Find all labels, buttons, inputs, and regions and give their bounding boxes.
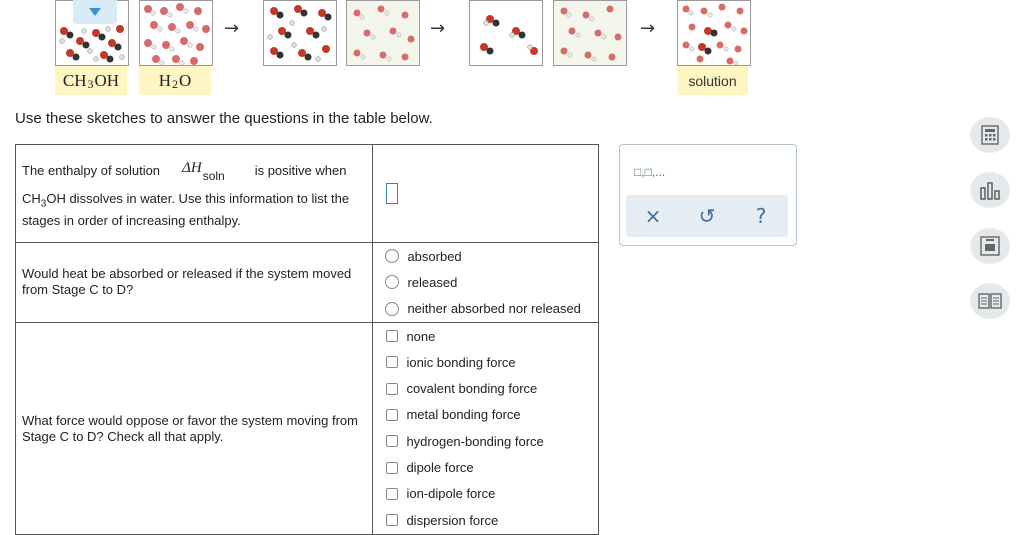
reference-book-button[interactable] [970, 283, 1010, 319]
radio-button[interactable] [385, 302, 399, 316]
checkbox-option-ion-dipole[interactable] [373, 481, 598, 507]
methanol-formula-main: CH [62, 70, 87, 90]
book-icon [978, 292, 1002, 310]
table-row [16, 145, 599, 243]
checkbox-option-dipole[interactable] [373, 454, 598, 480]
checkbox[interactable] [386, 409, 398, 421]
checkbox-option-dispersion[interactable] [373, 507, 598, 533]
sketch-stage-water [139, 0, 213, 66]
periodic-element-icon [980, 236, 1000, 256]
radio-button[interactable] [385, 249, 399, 263]
checkbox[interactable] [386, 514, 398, 526]
water-formula-sub: 2 [172, 77, 178, 91]
option-label: absorbed [407, 248, 462, 264]
water-molecules-image [140, 1, 212, 65]
undo-icon[interactable]: ↺ [698, 204, 716, 228]
calculator-icon [981, 125, 999, 145]
order-answer-input[interactable] [386, 183, 398, 204]
bar-chart-icon [979, 180, 1001, 200]
option-label: ionic bonding force [406, 354, 516, 370]
question-1-text [16, 145, 372, 235]
checkbox[interactable] [386, 330, 398, 342]
arrow-icon: → [430, 18, 446, 39]
checkbox-option-none[interactable] [373, 323, 598, 349]
q1-part3-pre: CH [22, 191, 41, 206]
answer-1-cell [373, 145, 599, 243]
radio-option-absorbed[interactable] [373, 243, 598, 269]
sketch-stage-solution [677, 0, 751, 66]
methanol-formula-sub: 3 [87, 77, 94, 91]
instruction-text: Use these sketches to answer the questions in the table below. [15, 110, 433, 127]
q1-part3-post: OH dissolves in water. Use this information to list the stages in order of increasing enthalpy. [22, 191, 350, 228]
radio-option-released[interactable] [373, 269, 598, 295]
arrow-icon: → [640, 18, 656, 39]
checkbox[interactable] [386, 383, 398, 395]
enthalpy-subscript: soln [202, 169, 225, 183]
order-template-button[interactable]: □,□,... [634, 165, 666, 179]
option-label: dispersion force [406, 512, 499, 528]
q1-part3-sub: 3 [40, 198, 47, 210]
sketch-stage-methanol-separated [263, 0, 337, 66]
water-spread-image [554, 1, 626, 65]
help-icon[interactable]: ? [755, 204, 767, 228]
sketch-stage-water-spread [553, 0, 627, 66]
option-label: dipole force [406, 460, 474, 476]
clear-icon[interactable]: × [644, 204, 662, 228]
sketch-stage-separated-molecules [469, 0, 543, 66]
option-label: none [406, 328, 436, 344]
sketch-stage-water-separated [346, 0, 420, 66]
option-label: covalent bonding force [406, 381, 538, 397]
dropdown-toggle[interactable] [73, 0, 117, 24]
separated-molecules-image [470, 1, 542, 65]
question-2-text: Would heat be absorbed or released if the system moved from Stage C to D? [22, 266, 352, 297]
solution-molecules-image [678, 1, 750, 65]
arrow-icon: → [224, 18, 240, 39]
water-formula-tail: O [179, 70, 192, 90]
water-label [139, 66, 211, 95]
methanol-formula-tail: OH [94, 70, 120, 90]
checkbox[interactable] [386, 435, 398, 447]
option-label: neither absorbed nor released [407, 301, 581, 317]
answer-toolbar [626, 195, 788, 237]
question-3-text: What force would oppose or favor the system moving from Stage C to D? Check all that apply. [22, 412, 358, 444]
checkbox[interactable] [386, 356, 398, 368]
question-table [15, 144, 599, 535]
water-formula-main: H [158, 70, 171, 90]
option-label: released [407, 274, 458, 290]
methanol-expanded-image [264, 1, 336, 65]
checkbox-option-hydrogen[interactable] [373, 428, 598, 454]
radio-option-neither[interactable] [373, 296, 598, 322]
question-2-cell [16, 243, 373, 323]
checkbox-option-ionic[interactable] [373, 349, 598, 375]
question-3-cell [16, 322, 373, 534]
checkbox[interactable] [386, 462, 398, 474]
solution-label: solution [677, 66, 748, 95]
question-1-cell [16, 145, 373, 243]
methanol-label [55, 66, 127, 95]
table-row [16, 322, 599, 534]
periodic-table-button[interactable] [970, 228, 1010, 264]
table-row [16, 243, 599, 323]
q1-part2: is positive when [254, 163, 347, 178]
checkbox-option-covalent[interactable] [373, 375, 598, 401]
option-label: ion-dipole force [406, 486, 496, 502]
answer-3-cell [373, 322, 599, 534]
calculator-button[interactable] [970, 117, 1010, 153]
option-label: hydrogen-bonding force [406, 433, 544, 449]
radio-button[interactable] [385, 275, 399, 289]
option-label: metal bonding force [406, 407, 521, 423]
answer-tool-panel [619, 144, 797, 246]
water-expanded-image [347, 1, 419, 65]
checkbox-option-metal[interactable] [373, 402, 598, 428]
answer-2-cell [373, 243, 599, 323]
chevron-down-icon [88, 7, 102, 17]
data-chart-button[interactable] [970, 172, 1010, 208]
checkbox[interactable] [386, 488, 398, 500]
q1-part1: The enthalpy of solution [22, 163, 161, 178]
enthalpy-symbol: ΔH [182, 160, 202, 176]
